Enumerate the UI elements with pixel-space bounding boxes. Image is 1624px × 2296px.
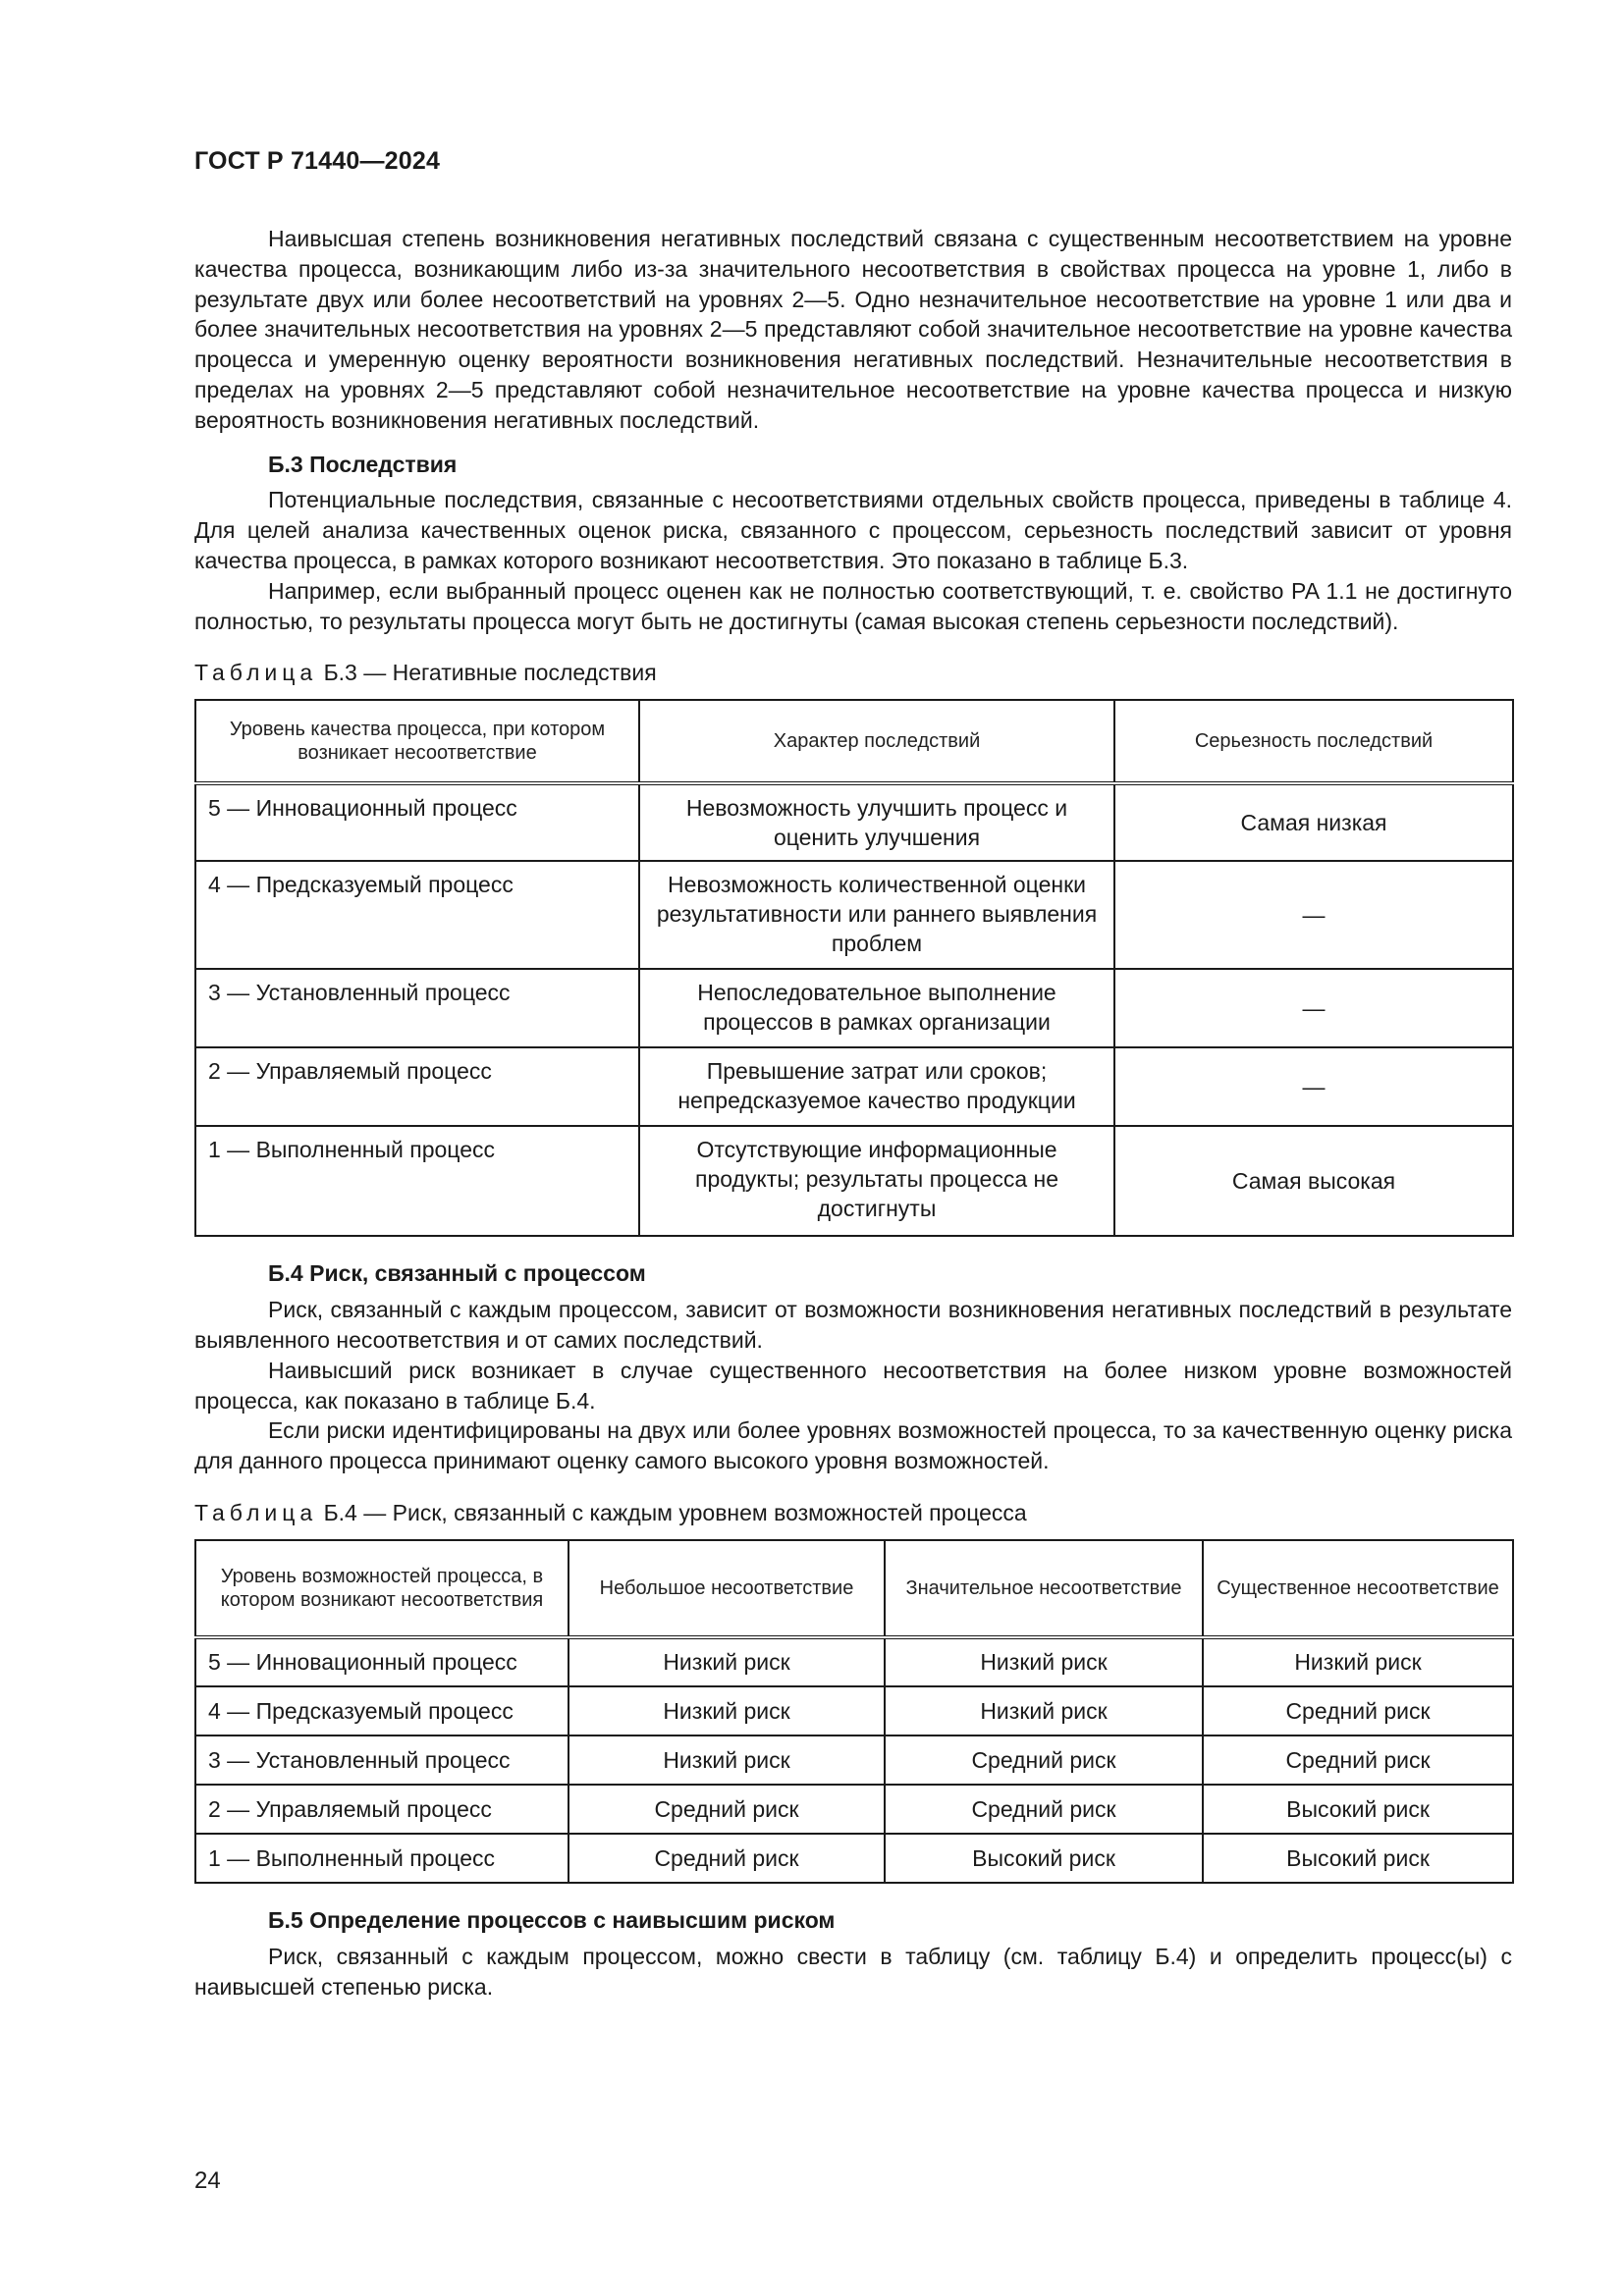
table-row [195,861,1513,969]
b4-paragraph-3: Если риски идентифицированы на двух или более уровнях возможностей процесса, то за качественную оценку риска для данного процесса принимают оценку самого высокого уровня возможностей. [194,1417,1512,1474]
table-b3-caption-word: Таблица [194,660,318,686]
table-cell: Низкий риск [568,1735,885,1785]
page-number: 24 [194,2167,221,2194]
table-cell: 4 — Предсказуемый процесс [195,861,639,969]
table-cell: Отсутствующие информационные продукты; результаты процесса не достигнуты [639,1126,1114,1236]
table-b3-caption [194,658,1512,687]
table-cell: Высокий риск [1203,1834,1513,1883]
section-heading-b3: Б.3 Последствия [268,451,458,477]
table-row [195,1735,1513,1785]
table-cell: Высокий риск [1203,1785,1513,1834]
table-b3 [194,699,1514,1237]
table-row [195,1637,1513,1686]
table-cell: Самая низкая [1114,783,1513,861]
b4-paragraph-2: Наивысший риск возникает в случае существенного несоответствия на более низком уровне возможностей процесса, как показано в таблице Б.4. [194,1357,1512,1414]
b3-paragraph-1: Потенциальные последствия, связанные с несоответствиями отдельных свойств процесса, приведены в таблице 4. Для целей анализа качественных оценок риска, связанного с процессом, серьезность последствий зависит от уровня качества процесса, в рамках которого возникают несоответствия. Это показано в таблице Б.3. [194,487,1512,573]
table-cell: — [1114,969,1513,1047]
table-b4 [194,1539,1514,1884]
table-cell: 3 — Установленный процесс [195,1735,568,1785]
table-cell: 5 — Инновационный процесс [195,1637,568,1686]
table-cell: Превышение затрат или сроков; непредсказуемое качество продукции [639,1047,1114,1126]
section-heading-b5: Б.5 Определение процессов с наивысшим риском [268,1906,836,1933]
table-b3-header: Уровень качества процесса, при котором возникает несоответствие [195,700,639,783]
table-cell: 4 — Предсказуемый процесс [195,1686,568,1735]
intro-paragraph: Наивысшая степень возникновения негативных последствий связана с существенным несоответствием на уровне качества процесса, возникающим либо из-за значительного несоответствия в свойствах процесса на уровне 1, либо в результате двух или более несоответствий на уровнях 2—5. Одно незначительное несоответствие на уровне 1 или два и более значительных несоответствия на уровнях 2—5 представляют собой значительное несоответствие на уровне качества процесса и умеренную оценку вероятности возникновения негативных последствий. Незначительные несоответствия в пределах на уровнях 2—5 представляют собой незначительное несоответствие на уровне качества процесса и низкую вероятность возникновения негативных последствий. [194,226,1512,433]
table-cell: Невозможность количественной оценки результативности или раннего выявления проблем [639,861,1114,969]
table-row [195,969,1513,1047]
table-cell: Высокий риск [885,1834,1203,1883]
table-cell: 1 — Выполненный процесс [195,1126,639,1236]
table-b3-header: Серьезность последствий [1114,700,1513,783]
table-cell: Невозможность улучшить процесс и оценить улучшения [639,783,1114,861]
table-b4-caption [194,1498,1512,1527]
table-cell: Низкий риск [885,1686,1203,1735]
table-row [195,1785,1513,1834]
table-cell: 3 — Установленный процесс [195,969,639,1047]
table-cell: Низкий риск [568,1686,885,1735]
table-cell: — [1114,861,1513,969]
table-cell: Непоследовательное выполнение процессов в рамках организации [639,969,1114,1047]
table-cell: Низкий риск [1203,1637,1513,1686]
table-b4-header: Значительное несоответствие [885,1540,1203,1637]
table-cell: Низкий риск [568,1637,885,1686]
table-b4-caption-title: Б.4 — Риск, связанный с каждым уровнем возможностей процесса [323,1499,1027,1525]
table-cell: 5 — Инновационный процесс [195,783,639,861]
table-row [195,1834,1513,1883]
b3-paragraph-2: Например, если выбранный процесс оценен как не полностью соответствующий, т. е. свойство PA 1.1 не достигнуто полностью, то результаты процесса могут быть не достигнуты (самая высокая степень серьезности последствий). [194,577,1512,634]
table-cell: Средний риск [1203,1686,1513,1735]
table-cell: Средний риск [885,1735,1203,1785]
table-cell: Самая высокая [1114,1126,1513,1236]
table-row [195,1686,1513,1735]
table-cell: Средний риск [885,1785,1203,1834]
section-heading-b4: Б.4 Риск, связанный с процессом [268,1260,646,1287]
table-b4-header: Существенное несоответствие [1203,1540,1513,1637]
table-b4-header: Небольшое несоответствие [568,1540,885,1637]
table-cell: Средний риск [1203,1735,1513,1785]
table-row [195,1126,1513,1236]
table-cell: — [1114,1047,1513,1126]
document-id: ГОСТ Р 71440—2024 [194,147,441,175]
table-cell: 2 — Управляемый процесс [195,1785,568,1834]
table-row [195,783,1513,861]
table-cell: Средний риск [568,1834,885,1883]
table-b3-header: Характер последствий [639,700,1114,783]
table-b4-caption-word: Таблица [194,1499,318,1525]
table-cell: Средний риск [568,1785,885,1834]
table-row [195,1047,1513,1126]
page-content [194,224,1512,2002]
b4-paragraph-1: Риск, связанный с каждым процессом, зависит от возможности возникновения негативных последствий в результате выявленного несоответствия и от самих последствий. [194,1297,1512,1353]
b5-paragraph-1: Риск, связанный с каждым процессом, можно свести в таблицу (см. таблицу Б.4) и определить процесс(ы) с наивысшей степенью риска. [194,1943,1512,2000]
table-cell: Низкий риск [885,1637,1203,1686]
table-b4-header-row [195,1540,1513,1637]
table-b3-caption-title: Б.3 — Негативные последствия [323,660,657,686]
table-b3-header-row [195,700,1513,783]
table-cell: 1 — Выполненный процесс [195,1834,568,1883]
table-b4-header: Уровень возможностей процесса, в котором возникают несоответствия [195,1540,568,1637]
table-cell: 2 — Управляемый процесс [195,1047,639,1126]
